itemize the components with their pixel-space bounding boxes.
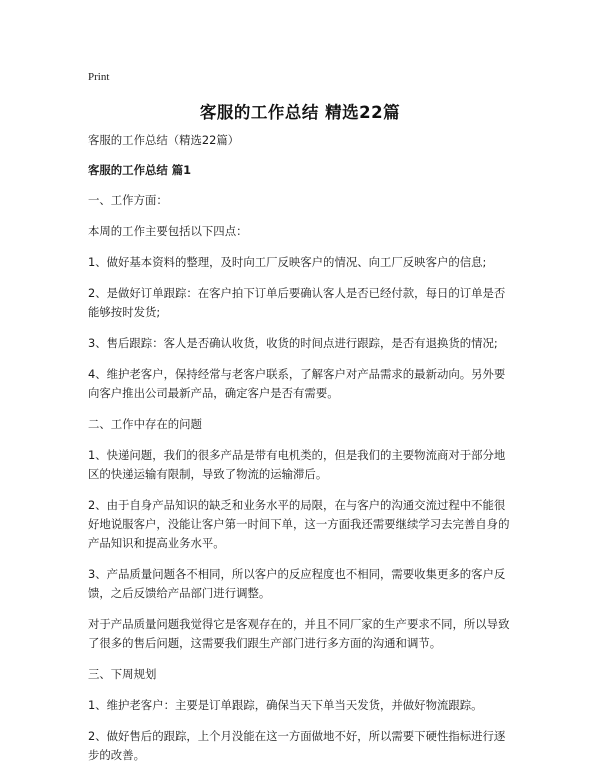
paragraph-problem-1: 1、快递问题，我们的很多产品是带有电机类的，但是我们的主要物流商对于部分地区的快递运输有限制，导致了物流的运输滞后。: [88, 448, 506, 481]
document-body: [88, 131, 516, 777]
section-heading-plan: 三、下周规划: [88, 667, 157, 681]
paragraph-item-1: 1、做好基本资料的整理，及时向工厂反映客户的情况、向工厂反映客户的信息;: [88, 255, 487, 269]
section-heading-problems: 二、工作中存在的问题: [88, 417, 202, 431]
page-title: 客服的工作总结 精选22篇: [199, 103, 401, 122]
paragraph-work-aspects: 一、工作方面：: [88, 193, 168, 207]
document-subtitle: 客服的工作总结（精选22篇）: [88, 133, 240, 147]
paragraph-plan-1: 1、维护老客户：主要是订单跟踪，确保当天下单当天发货，并做好物流跟踪。: [88, 698, 483, 712]
print-label[interactable]: Print: [88, 71, 110, 83]
paragraph-item-4: 4、维护老客户，保持经常与老客户联系，了解客户对产品需求的最新动向。另外要向客户推出公司最新产品，确定客户是否有需要。: [88, 367, 506, 400]
paragraph-problem-3: 3、产品质量问题各不相同，所以客户的反应程度也不相同，需要收集更多的客户反馈，之后反馈给产品部门进行调整。: [88, 567, 506, 600]
paragraph-plan-2: 2、做好售后的跟踪，上个月没能在这一方面做地不好，所以需要下硬性指标进行逐步的改善。: [88, 729, 506, 762]
paragraph-problem-2: 2、由于自身产品知识的缺乏和业务水平的局限，在与客户的沟通交流过程中不能很好地说服客户，没能让客户第一时间下单，这一方面我还需要继续学习去完善自身的产品知识和提高业务水平。: [88, 498, 510, 550]
paragraph-item-2: 2、是做好订单跟踪：在客户拍下订单后要确认客人是否已经付款，每日的订单是否能够按时发货;: [88, 286, 506, 319]
chapter-title: 客服的工作总结 篇1: [88, 163, 192, 177]
paragraph-quality-note: 对于产品质量问题我觉得它是客观存在的，并且不同厂家的生产要求不同，所以导致了很多的售后问题，这需要我们跟生产部门进行多方面的沟通和调节。: [88, 617, 510, 650]
paragraph-item-3: 3、售后跟踪：客人是否确认收货，收货的时间点进行跟踪，是否有退换货的情况;: [88, 336, 498, 350]
paragraph-main-work: 本周的工作主要包括以下四点：: [88, 224, 248, 238]
